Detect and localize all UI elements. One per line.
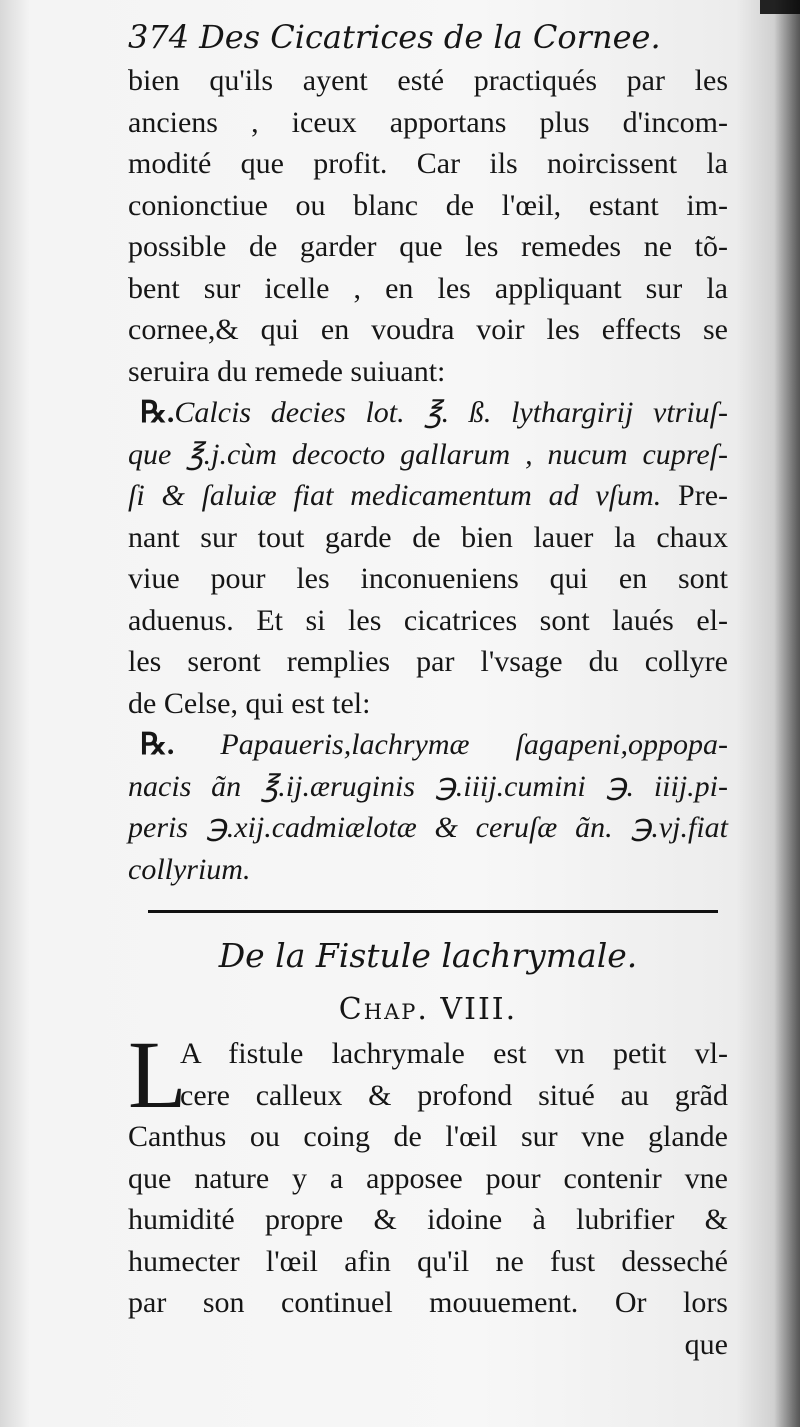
section-divider [148,910,718,913]
recipe-text: Papaueris,lachrymæ ſagapeni,oppopa- [220,728,728,761]
text-line: anciens , iceux apportans plus d'incom- [128,105,728,139]
recipe-symbol: ℞. [140,728,175,761]
continuation-word: Pre- [678,479,729,512]
text-line: Canthus ou coing de l'œil sur vne glande [128,1120,728,1153]
recipe-1 [128,392,728,517]
running-head [128,14,728,60]
drop-cap: L [128,1021,187,1128]
text-line: nant sur tout garde de bien lauer la chaux [128,520,728,554]
text-line: de Celse, qui est tel: [128,686,371,720]
recipe-line: que ℥.j.cùm decocto gallarum , nucum cupreſ- [128,437,728,471]
recipe-symbol: ℞. [140,396,175,429]
text-line: A fistule lachrymale est vn petit vl- [180,1037,728,1070]
text-line: viue pour les inconueniens qui en sont [128,562,728,595]
recipe-text: Calcis decies lot. ℥. ß. lythargirij vtriuſ- [174,396,728,429]
text-block [128,14,728,1365]
text-line: seruira du remede suiuant: [128,354,446,388]
spine-shadow [774,0,800,1427]
recipe-line: nacis ãn ℥.ij.æruginis ℈.iiij.cumini ℈. iiij.pi- [128,769,728,803]
recipe-line: peris ℈.xij.cadmiælotæ & ceruſæ ãn. ℈.vj.fiat [128,811,728,844]
text-line: cornee,& qui en voudra voir les effects se [128,313,728,346]
text-line: humecter l'œil afin qu'il ne fust desseché [128,1244,728,1278]
text-line: conionctiue ou blanc de l'œil, estant im- [128,188,728,222]
section-title: De la Fistule lachrymale. [218,936,638,975]
page-number: 374 [128,18,190,56]
recipe-line [128,475,728,517]
recipe-2 [128,724,728,890]
recipe-line [128,392,728,434]
recipe-line [128,724,728,766]
recipe-text: ſi & ſaluiæ fiat medicamentum ad vſum. [128,479,662,512]
text-line: les seront remplies par l'vsage du collyre [128,645,728,678]
text-line: possible de garder que les remedes ne tõ- [128,230,728,263]
paragraph-3 [128,1021,728,1365]
running-title: Des Cicatrices de la Cornee. [199,18,661,56]
chapter-heading: Chap. VIII. [338,992,518,1027]
recipe-line: collyrium. [128,852,251,886]
text-line: modité que profit. Car ils noircissent la [128,147,728,180]
text-line: humidité propre & idoine à lubrifier & [128,1203,728,1236]
text-line: par son continuel mouuement. Or lors [128,1286,728,1319]
paragraph-1 [128,60,728,392]
catchword: que [684,1327,728,1361]
text-line: bien qu'ils ayent esté practiqués par les [128,64,728,97]
text-line: cere calleux & profond situé au grãd [180,1078,728,1112]
text-line: aduenus. Et si les cicatrices sont laués el- [128,603,728,637]
text-line: bent sur icelle , en les appliquant sur la [128,271,728,305]
paragraph-2 [128,517,728,725]
text-line: que nature y a apposee pour contenir vne [128,1161,728,1195]
